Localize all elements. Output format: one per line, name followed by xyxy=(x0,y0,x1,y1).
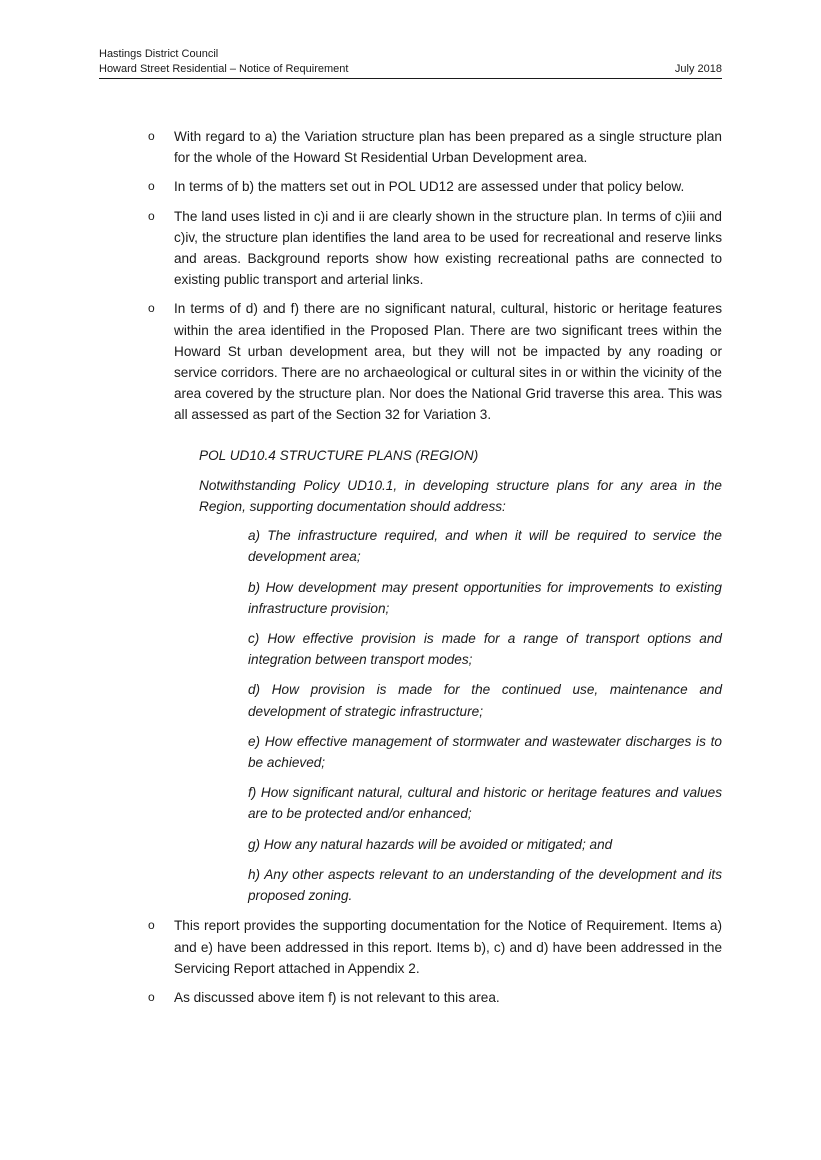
policy-item: c) How effective provision is made for a range of transport options and integration between transport modes; xyxy=(248,631,722,668)
policy-item: h) Any other aspects relevant to an understanding of the development and its proposed zoning. xyxy=(248,866,722,904)
policy-item: d) How provision is made for the continued use, maintenance and development of strategic infrastructure; xyxy=(248,682,722,719)
page-body xyxy=(0,126,821,1016)
list-item xyxy=(148,206,722,291)
policy-intro: Notwithstanding Policy UD10.1, in developing structure plans for any area in the Region, supporting documentation should address: xyxy=(199,477,722,515)
list-item-text: This report provides the supporting documentation for the Notice of Requirement. Items a) and e) have been addressed in this report. Items b), c) and d) have been addressed in the Servicing Report attached in Appendix 2. xyxy=(174,918,722,976)
list-item-text: In terms of b) the matters set out in POL UD12 are assessed under that policy below. xyxy=(174,179,685,195)
bullet-icon: o xyxy=(148,208,155,223)
policy-item: f) How significant natural, cultural and historic or heritage features and values are to be protected and/or enhanced; xyxy=(248,785,722,822)
list-item xyxy=(148,176,722,197)
list-item-text: In terms of d) and f) there are no significant natural, cultural, historic or heritage features within the area identified in the Proposed Plan. There are two significant trees within the Howard St urban development area, but they will not be impacted by any roading or service corridors. There are no archaeological or cultural sites in or within the vicinity of the area covered by the structure plan. Nor does the National Grid traverse this area. This was all assessed as part of the Section 32 for Variation 3. xyxy=(174,301,722,423)
header-date: July 2018 xyxy=(674,63,722,75)
list-item-text: The land uses listed in c)i and ii are clearly shown in the structure plan. In terms of c)iii and c)iv, the structure plan identifies the land area to be used for recreational and reserve links and areas. Background reports show how existing recreational paths are connected to existing public transport and arterial links. xyxy=(174,208,722,288)
bullet-icon: o xyxy=(148,918,155,933)
policy-item: a) The infrastructure required, and when it will be required to service the development area; xyxy=(248,528,722,565)
bullet-icon: o xyxy=(148,129,155,143)
policy-item: g) How any natural hazards will be avoided or mitigated; and xyxy=(248,836,613,852)
header-document-title: Howard Street Residential – Notice of Requirement xyxy=(99,63,349,75)
header-organization: Hastings District Council xyxy=(99,48,219,60)
list-item xyxy=(148,298,722,425)
page-header xyxy=(99,47,722,79)
policy-quote xyxy=(199,445,722,907)
policy-item: e) How effective management of stormwater and wastewater discharges is to be achieved; xyxy=(248,733,722,771)
list-item xyxy=(148,126,722,168)
policy-title: POL UD10.4 STRUCTURE PLANS (REGION) xyxy=(199,447,479,463)
bullet-icon: o xyxy=(148,179,155,194)
header-rule-line xyxy=(99,62,722,79)
list-item-text: With regard to a) the Variation structure plan has been prepared as a single structure plan for the whole of the Howard St Residential Urban Development area. xyxy=(174,129,722,166)
list-item-text: As discussed above item f) is not relevant to this area. xyxy=(174,989,500,1005)
list-item xyxy=(148,987,722,1008)
policy-item: b) How development may present opportunities for improvements to existing infrastructure provision; xyxy=(248,579,722,616)
bullet-icon: o xyxy=(148,301,155,316)
bullet-icon: o xyxy=(148,989,155,1004)
list-item xyxy=(148,915,722,979)
policy-items xyxy=(248,525,722,906)
